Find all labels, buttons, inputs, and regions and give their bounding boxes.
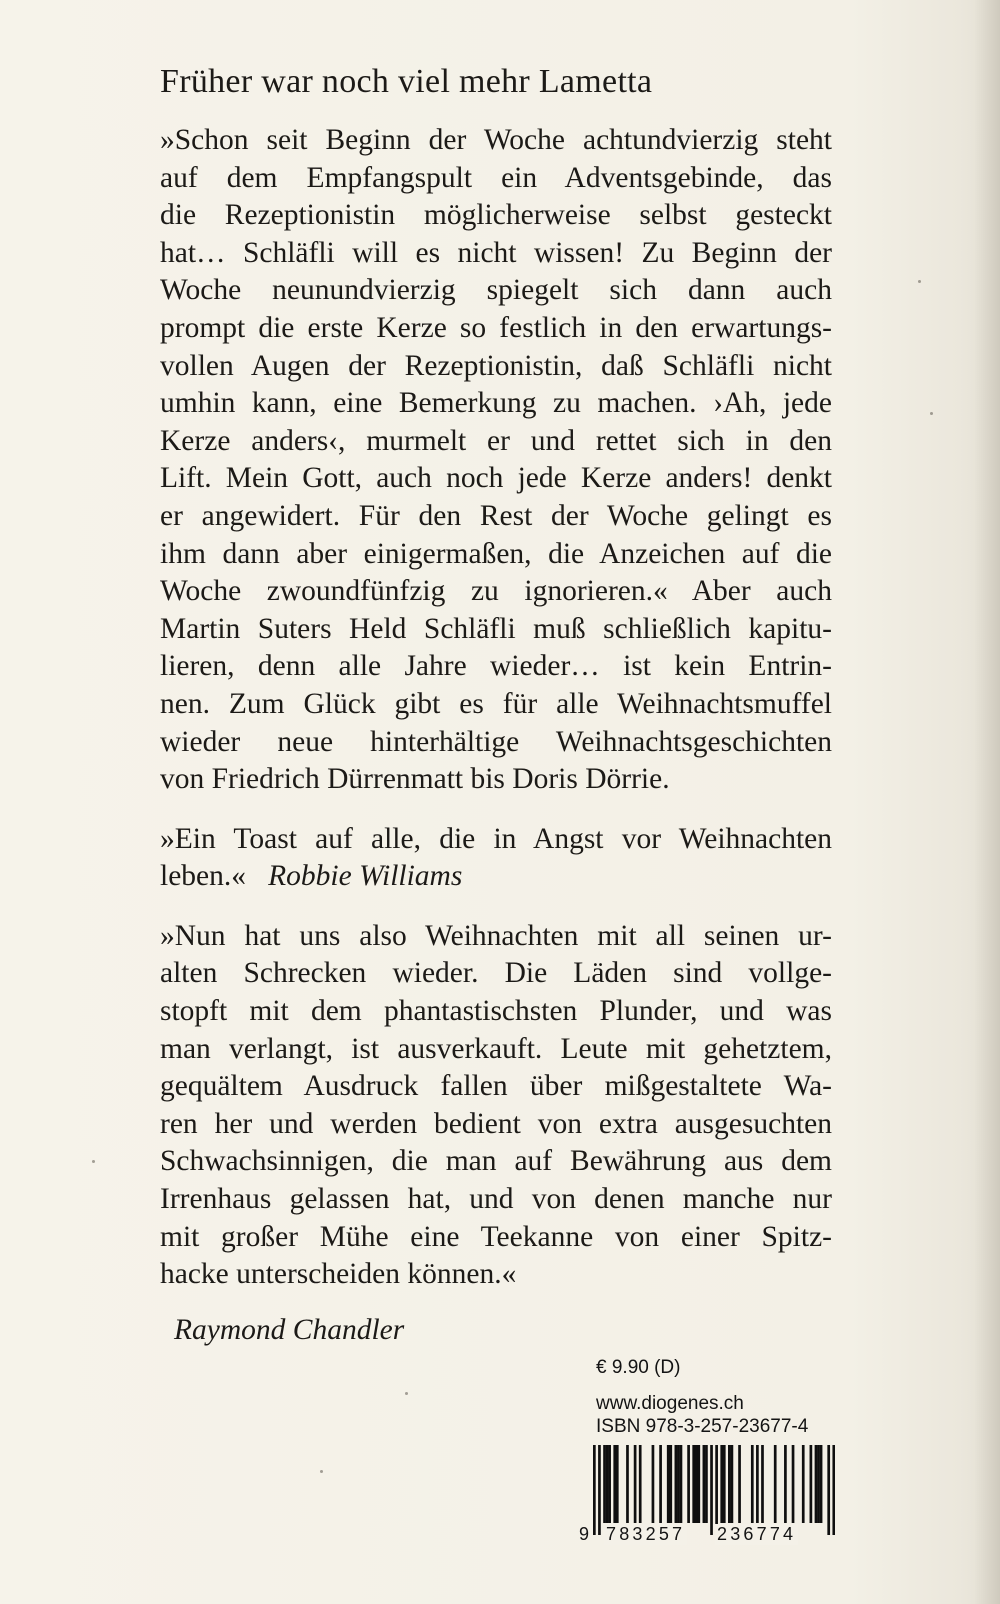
- publisher-info: [596, 1356, 836, 1439]
- barcode-bar: [639, 1445, 642, 1523]
- barcode-bar: [695, 1445, 698, 1523]
- barcode-bar: [705, 1445, 708, 1523]
- blurb-paragraph: [160, 122, 832, 799]
- dust-speck: [930, 412, 933, 415]
- barcode-bar: [715, 1445, 718, 1535]
- barcode-bar: [608, 1445, 611, 1523]
- barcode-bar: [634, 1445, 637, 1523]
- barcode-bar: [728, 1445, 731, 1523]
- text-line: »Schon seit Beginn der Woche achtundvierzig steht: [160, 124, 832, 156]
- barcode-bar: [593, 1445, 596, 1535]
- barcode-bar: [626, 1445, 629, 1523]
- text-line: Irrenhaus gelassen hat, und von denen manche nur: [160, 1183, 832, 1216]
- isbn: ISBN 978-3-257-23677-4: [596, 1416, 809, 1437]
- text-line: ren her und werden bedient von extra ausgesuchten: [160, 1107, 832, 1140]
- dust-speck: [918, 280, 921, 283]
- text-line: wieder neue hinterhältige Weihnachtsgeschichten: [160, 725, 832, 758]
- barcode-bar: [832, 1445, 835, 1535]
- text-line: mit großer Mühe eine Teekanne von einer Spitz-: [160, 1220, 832, 1253]
- text-line: Lift. Mein Gott, auch noch jede Kerze anders! denkt: [160, 462, 832, 495]
- barcode-bar: [675, 1445, 678, 1523]
- barcode-bar: [680, 1445, 683, 1523]
- barcode-bar: [703, 1445, 706, 1523]
- barcode-bar: [603, 1445, 606, 1523]
- barcode-bar: [669, 1445, 672, 1523]
- text-line: von Friedrich Dürrenmatt bis Doris Dörrie.: [160, 763, 670, 796]
- publisher-website: www.diogenes.ch: [596, 1392, 744, 1414]
- barcode-bar: [784, 1445, 787, 1523]
- text-line: prompt die erste Kerze so festlich in den erwartungs-: [160, 311, 832, 344]
- quote-robbie-williams: [160, 821, 832, 896]
- text-line: lieren, denn alle Jahre wieder… ist kein Entrin-: [160, 650, 832, 683]
- text-line: Woche zwoundfünfzig zu ignorieren.« Aber auch: [160, 575, 832, 608]
- blurb-text-block: [160, 62, 832, 1349]
- barcode-bar: [659, 1445, 662, 1523]
- barcode-bar: [810, 1445, 813, 1523]
- price: € 9.90 (D): [596, 1357, 681, 1378]
- text-line: »Nun hat uns also Weihnachten mit all seinen ur-: [160, 919, 832, 952]
- barcode-bar: [817, 1445, 820, 1523]
- text-line: auf dem Empfangspult ein Adventsgebinde, das: [160, 161, 832, 194]
- barcode-bar: [792, 1445, 795, 1523]
- quote-line: »Ein Toast auf alle, die in Angst vor Weihnachten: [160, 822, 832, 855]
- dust-speck: [92, 1160, 95, 1163]
- quote-raymond-chandler: [160, 918, 832, 1294]
- barcode-group-2: 236774: [717, 1524, 797, 1544]
- quote-author: Robbie Williams: [268, 860, 463, 893]
- barcode-bar: [616, 1445, 619, 1523]
- text-line: hacke unterscheiden können.«: [160, 1258, 517, 1291]
- text-line: die Rezeptionistin möglicherweise selbst gesteckt: [160, 199, 832, 232]
- text-line: Martin Suters Held Schläfli muß schließlich kapitu-: [160, 612, 832, 645]
- barcode-bar: [710, 1445, 713, 1535]
- text-line: stopft mit dem phantastischsten Plunder, und was: [160, 995, 832, 1028]
- quote-line: leben.«: [160, 860, 247, 893]
- barcode-bars: [593, 1445, 835, 1535]
- text-line: nen. Zum Glück gibt es für alle Weihnachtsmuffel: [160, 687, 832, 720]
- barcode-bar: [687, 1445, 690, 1523]
- barcode-bar: [613, 1445, 616, 1523]
- text-line: ihm dann aber einigermaßen, die Anzeichen auf die: [160, 537, 832, 570]
- text-line: vollen Augen der Rezeptionistin, daß Schläfli nicht: [160, 349, 832, 382]
- dust-speck: [405, 1392, 408, 1395]
- barcode-bar: [761, 1445, 764, 1523]
- text-line: Schwachsinnigen, die man auf Bewährung aus dem: [160, 1145, 832, 1178]
- barcode-lead-digit: 9: [579, 1524, 590, 1544]
- barcode-bar: [820, 1445, 823, 1523]
- text-line: man verlangt, ist ausverkauft. Leute mit gehetztem,: [160, 1032, 832, 1065]
- barcode-group-1: 783257: [606, 1524, 686, 1544]
- barcode-bar: [802, 1445, 805, 1523]
- barcode-bar: [652, 1445, 655, 1523]
- barcode-bar: [667, 1445, 670, 1523]
- barcode-bar: [756, 1445, 759, 1523]
- text-line: Woche neunundvierzig spiegelt sich dann auch: [160, 274, 832, 307]
- barcode-bar: [751, 1445, 754, 1523]
- ean-barcode: [575, 1445, 837, 1555]
- barcode-bar: [815, 1445, 818, 1523]
- barcode-bar: [697, 1445, 700, 1523]
- barcode-bar: [692, 1445, 695, 1523]
- quote-line-with-author: [160, 858, 832, 896]
- book-title: Früher war noch viel mehr Lametta: [160, 63, 653, 100]
- text-line: er angewidert. Für den Rest der Woche gelingt es: [160, 499, 832, 532]
- barcode-bar: [720, 1445, 723, 1523]
- text-line: Kerze anders‹, murmelt er und rettet sich in den: [160, 424, 832, 457]
- text-line: umhin kann, eine Bemerkung zu machen. ›Ah, jede: [160, 387, 832, 420]
- barcode-bar: [677, 1445, 680, 1523]
- barcode-bar: [731, 1445, 734, 1523]
- barcode-bar: [723, 1445, 726, 1523]
- text-line: gequältem Ausdruck fallen über mißgestaltete Wa-: [160, 1070, 832, 1103]
- barcode-bar: [598, 1445, 601, 1535]
- barcode-bar: [738, 1445, 741, 1523]
- quote-author: Raymond Chandler: [174, 1313, 405, 1346]
- page-edge-shadow: [974, 0, 1000, 1604]
- barcode-bar: [774, 1445, 777, 1523]
- barcode-bar: [606, 1445, 609, 1523]
- barcode-bar: [827, 1445, 830, 1535]
- text-line: alten Schrecken wieder. Die Läden sind vollge-: [160, 957, 832, 990]
- dust-speck: [320, 1470, 323, 1473]
- text-line: hat… Schläfli will es nicht wissen! Zu Beginn der: [160, 236, 832, 269]
